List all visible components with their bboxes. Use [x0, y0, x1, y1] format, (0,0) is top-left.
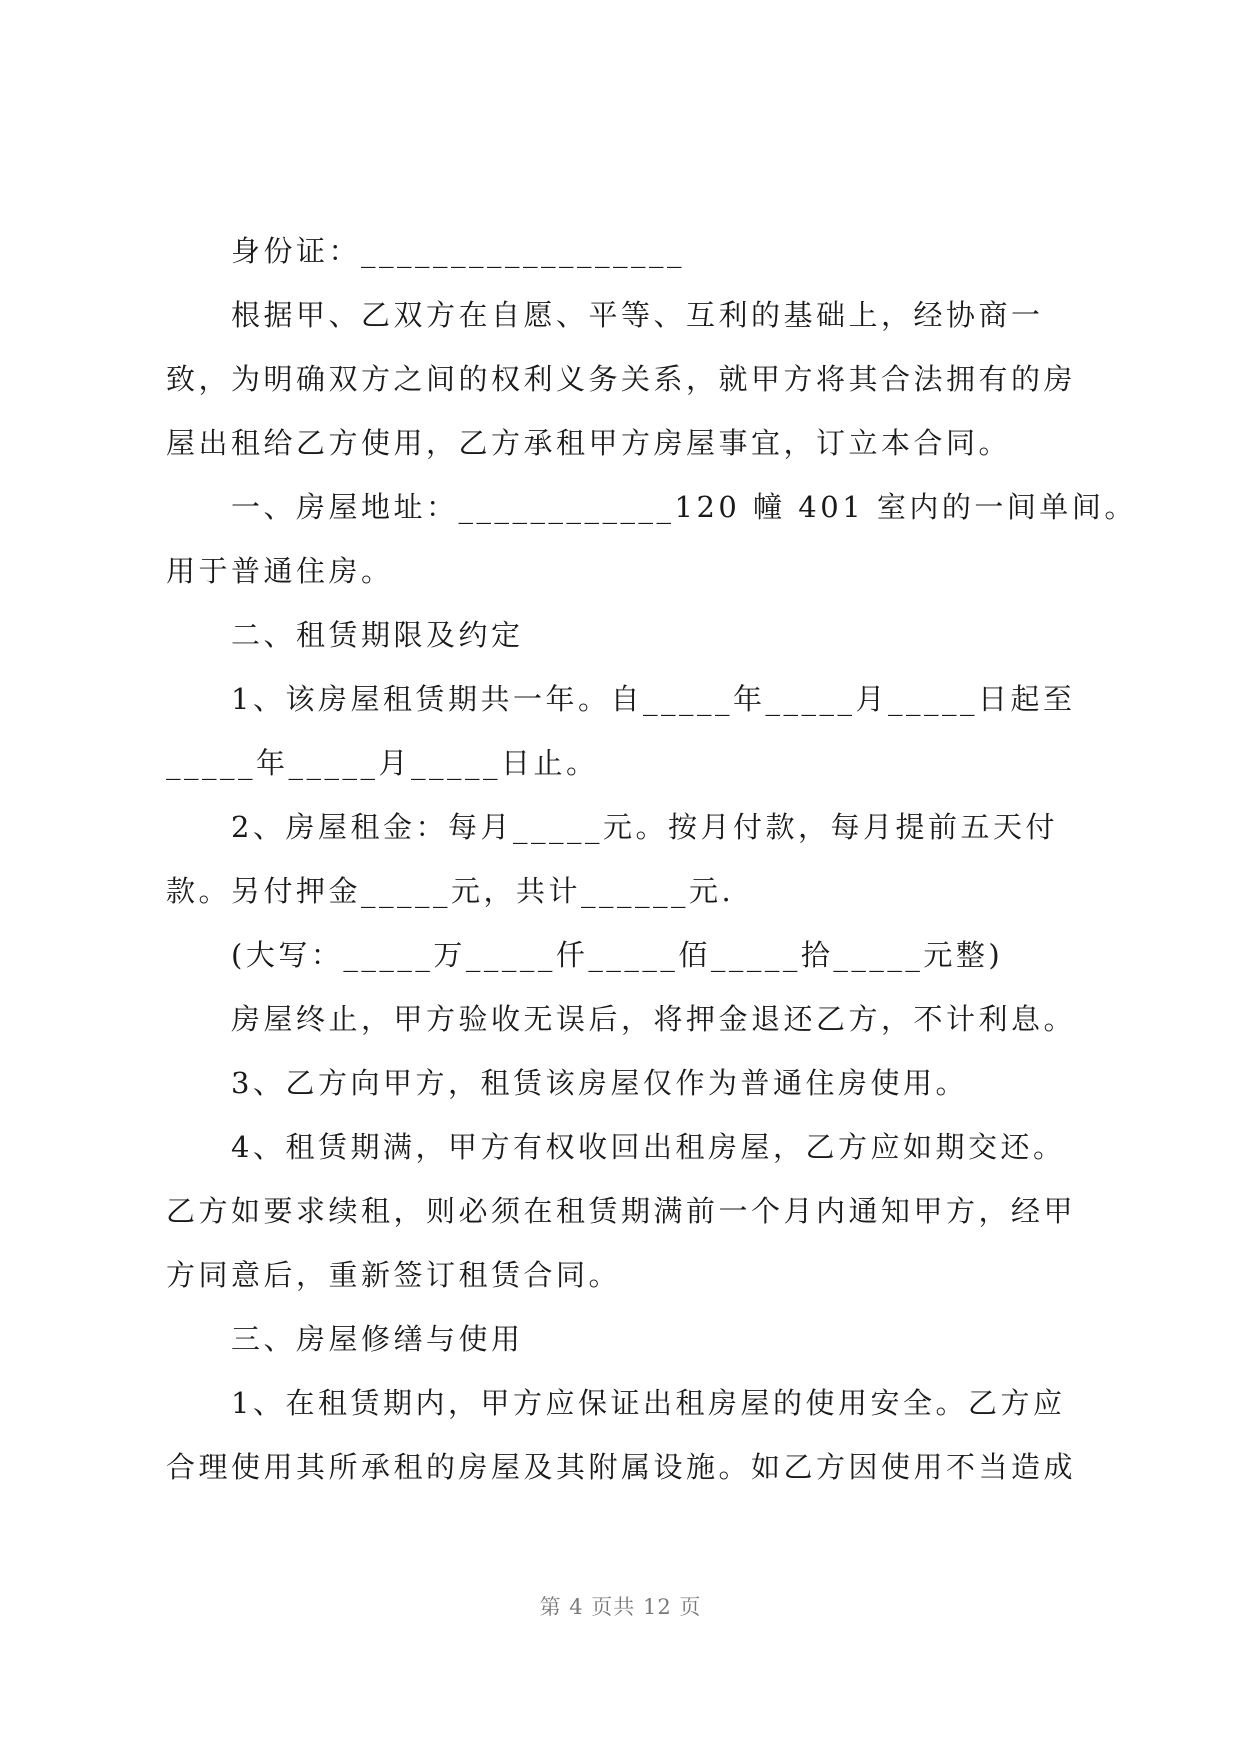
section-heading: 一、房屋地址：____________120 幢 401 室内的一间单间。	[231, 490, 1137, 524]
paragraph-line: 房屋终止，甲方验收无误后，将押金退还乙方，不计利息。	[231, 1002, 1077, 1036]
section-heading: 三、房屋修缮与使用	[231, 1322, 524, 1356]
clause-line: 乙方如要求续租，则必须在租赁期满前一个月内通知甲方，经甲	[166, 1194, 1077, 1228]
amount-in-words: (大写：_____万_____仟_____佰_____拾_____元整)	[231, 938, 1004, 972]
clause-line: 1、在租赁期内，甲方应保证出租房屋的使用安全。乙方应	[231, 1386, 1066, 1420]
paragraph-line: 根据甲、乙双方在自愿、平等、互利的基础上，经协商一	[231, 298, 1044, 332]
section-heading: 二、租赁期限及约定	[231, 618, 524, 652]
paragraph-line: 致，为明确双方之间的权利义务关系，就甲方将其合法拥有的房	[166, 362, 1077, 396]
clause-line: 合理使用其所承租的房屋及其附属设施。如乙方因使用不当造成	[166, 1450, 1077, 1484]
paragraph-line: 用于普通住房。	[166, 554, 394, 588]
clause-line: 款。另付押金_____元，共计______元.	[166, 874, 735, 908]
clause-line: 4、租赁期满，甲方有权收回出租房屋，乙方应如期交还。	[231, 1130, 1066, 1164]
clause-line: 方同意后，重新签订租赁合同。	[166, 1258, 622, 1292]
clause-line: 2、房屋租金：每月_____元。按月付款，每月提前五天付	[231, 810, 1058, 844]
clause-line: 3、乙方向甲方，租赁该房屋仅作为普通住房使用。	[231, 1066, 968, 1100]
clause-line: _____年_____月_____日止。	[166, 746, 599, 780]
page-number-footer: 第 4 页共 12 页	[539, 1595, 702, 1619]
id-card-line: 身份证：__________________	[231, 234, 686, 268]
paragraph-line: 屋出租给乙方使用，乙方承租甲方房屋事宜，订立本合同。	[166, 426, 1012, 460]
clause-line: 1、该房屋租赁期共一年。自_____年_____月_____日起至	[231, 682, 1076, 716]
